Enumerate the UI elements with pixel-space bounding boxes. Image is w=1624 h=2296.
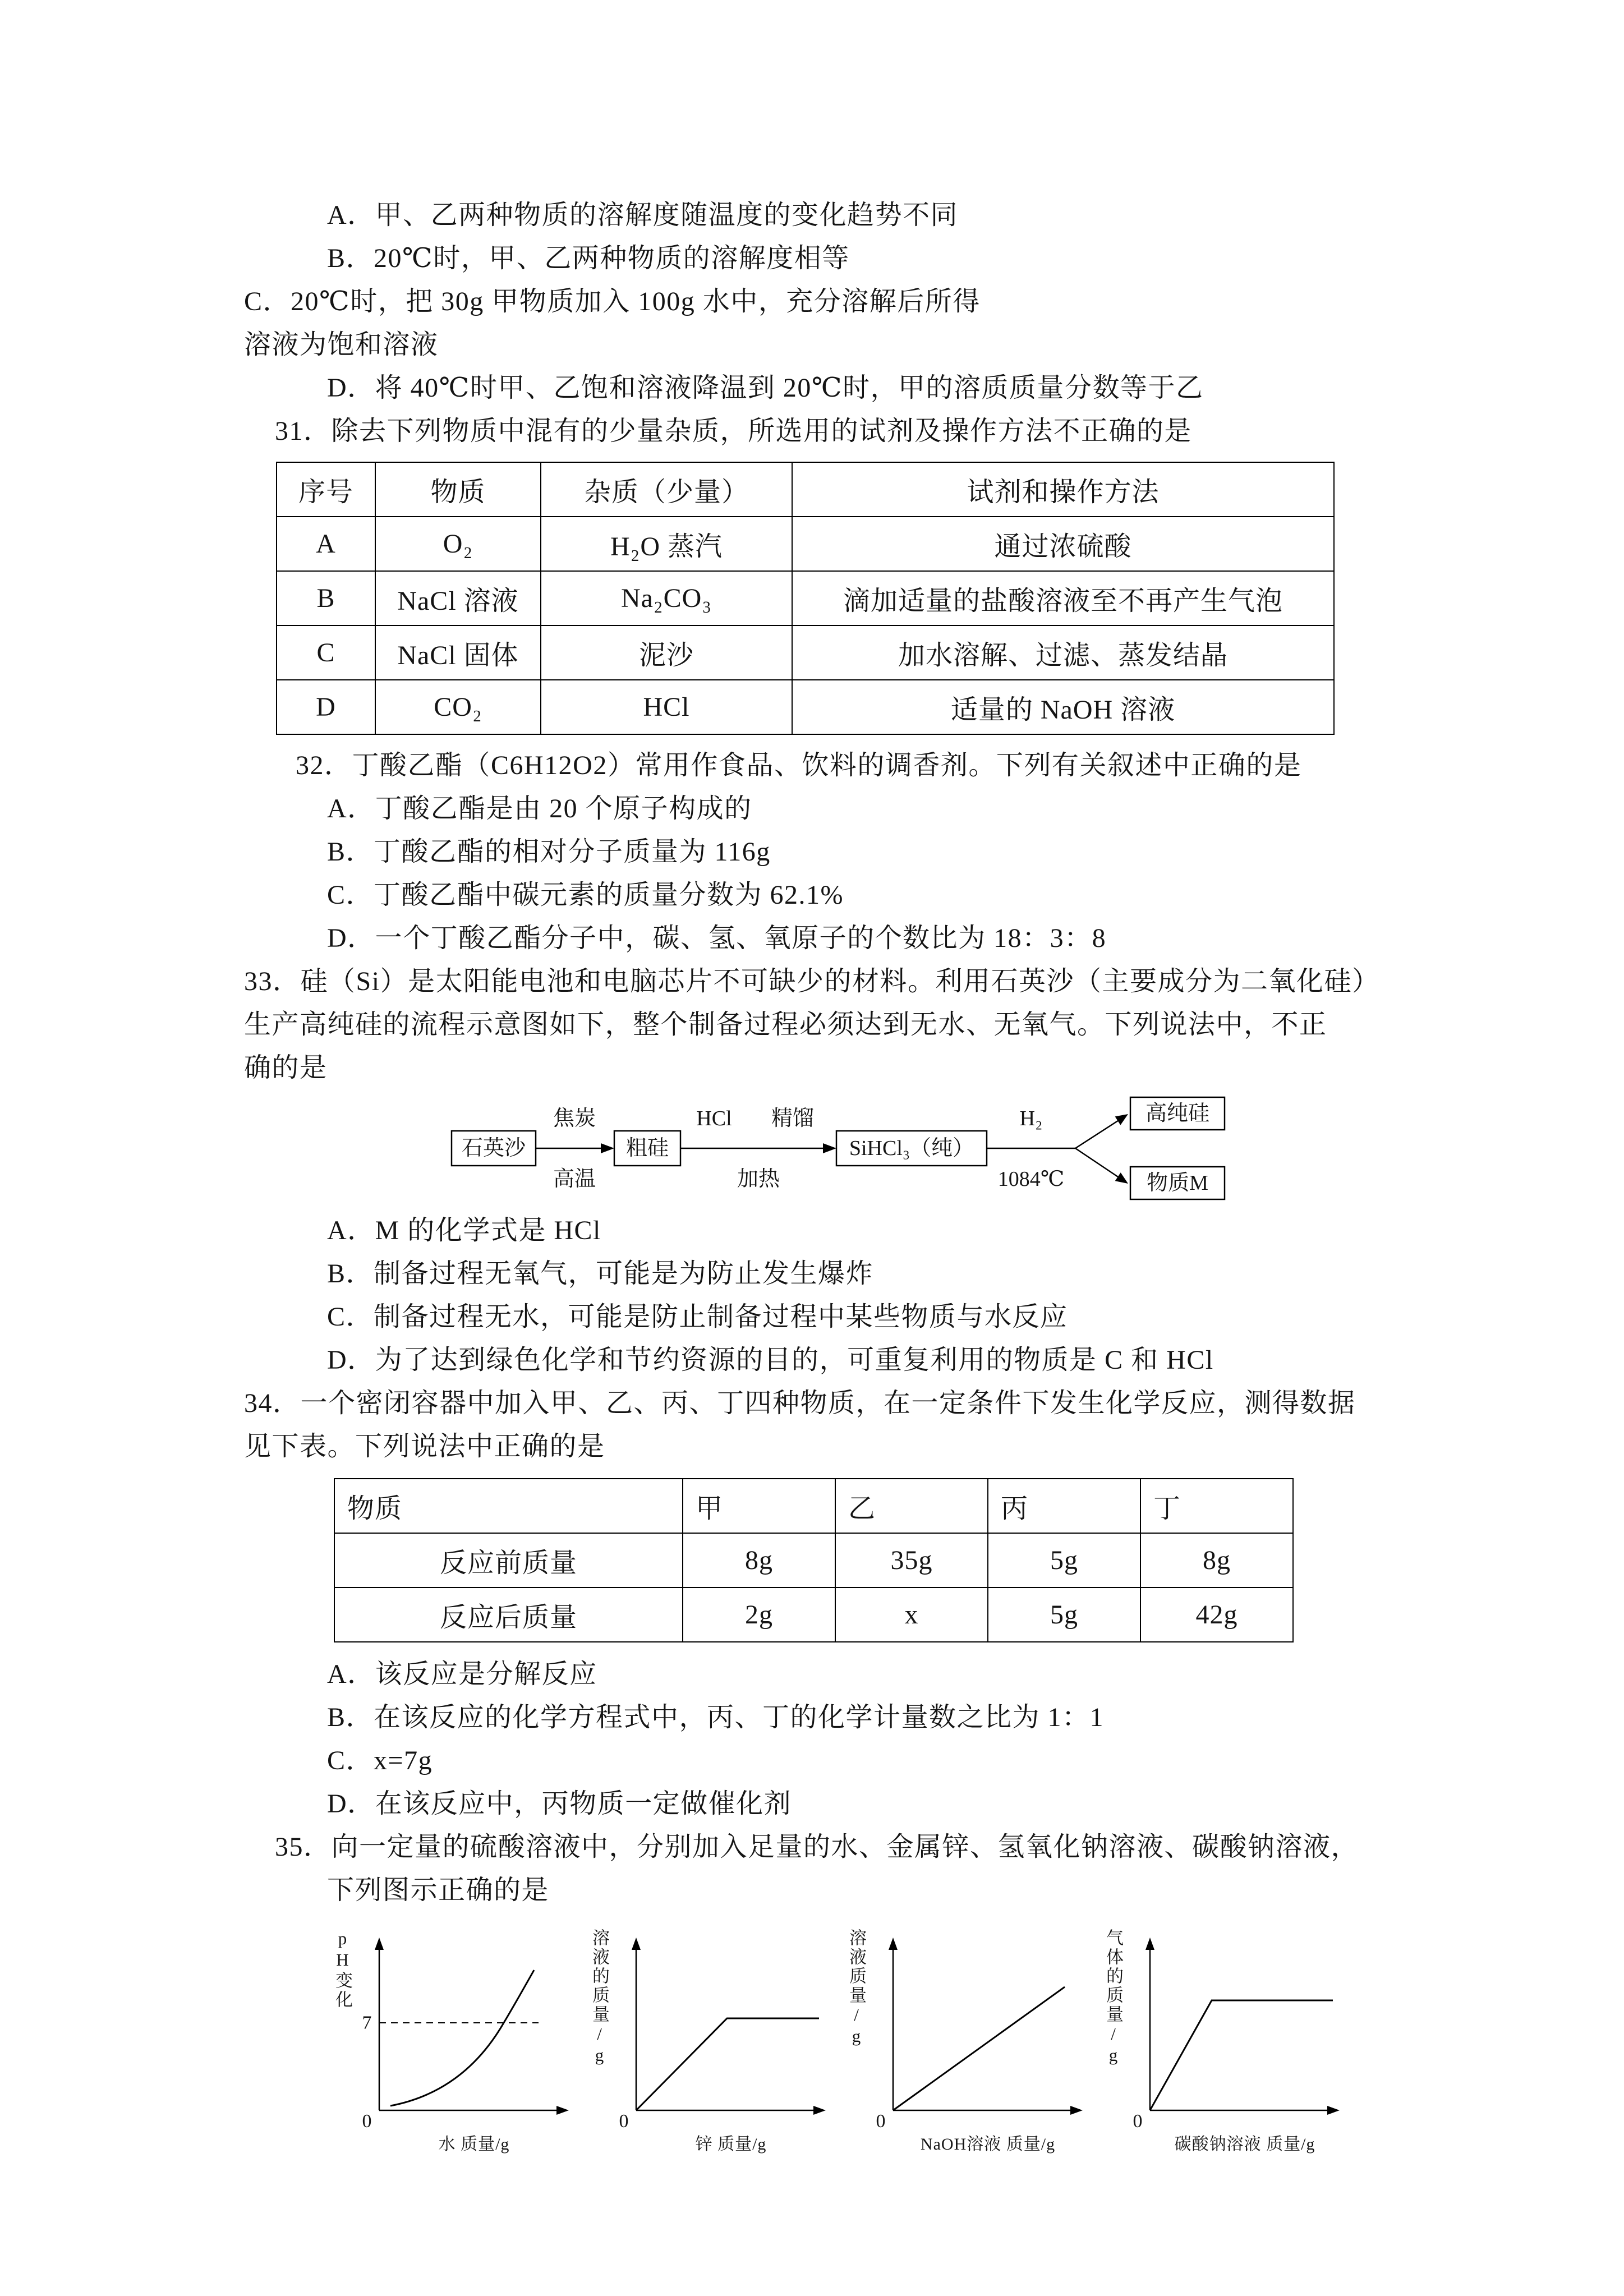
q31-table xyxy=(276,462,1335,735)
q32-option-c: C．丁酸乙酯中碳元素的质量分数为 62.1% xyxy=(327,880,844,910)
flow-arrow-1-head xyxy=(601,1143,614,1153)
q32-option-b: B．丁酸乙酯的相对分子质量为 116g xyxy=(327,837,771,867)
table-cell: Na₂CO₃ xyxy=(541,571,792,625)
x-axis-arrow xyxy=(1327,2106,1340,2115)
x-axis-arrow xyxy=(556,2106,569,2115)
table-row xyxy=(334,1588,1293,1642)
q32-option-a: A．丁酸乙酯是由 20 个原子构成的 xyxy=(327,794,752,823)
q34-option-c: C．x=7g xyxy=(327,1746,433,1775)
table-cell: 乙 xyxy=(835,1479,988,1533)
flow-box-pure-label: 高纯硅 xyxy=(1145,1102,1210,1125)
q34-table xyxy=(334,1478,1294,1642)
q32-option-d: D．一个丁酸乙酯分子中，碳、氢、氧原子的个数比为 18：3：8 xyxy=(327,923,1107,953)
q33-flow-diagram xyxy=(450,1094,1269,1209)
flow-arrow-1-bottom-label: 高温 xyxy=(553,1167,596,1191)
q31-stem: 31．除去下列物质中混有的少量杂质，所选用的试剂及操作方法不正确的是 xyxy=(275,416,1193,446)
flow-fork-top-head xyxy=(1115,1114,1128,1125)
table-cell: 5g xyxy=(988,1533,1140,1588)
flow-box-quartz-label: 石英沙 xyxy=(461,1137,526,1160)
table-cell: H₂O 蒸汽 xyxy=(541,517,792,571)
table-cell: NaCl 溶液 xyxy=(375,571,541,625)
x-axis-label: NaOH溶液 质量/g xyxy=(920,2135,1056,2154)
y-axis-arrow xyxy=(375,1938,384,1950)
y-tick-7: 7 xyxy=(362,2012,372,2033)
origin-label: 0 xyxy=(619,2111,629,2132)
table-cell: 通过浓硫酸 xyxy=(792,517,1334,571)
table-cell: HCl xyxy=(541,680,792,734)
graph3-y-axis-label: 溶液质量/g xyxy=(846,1929,866,2047)
flow-arrow-2-top-label-hcl: HCl xyxy=(696,1107,732,1130)
q35-graphs xyxy=(331,1924,1400,2169)
table-cell: 泥沙 xyxy=(541,625,792,680)
graph2-y-axis-label: 溶液的质量/g xyxy=(590,1929,609,2067)
q30-option-d: D．将 40℃时甲、乙饱和溶液降温到 20℃时，甲的溶质质量分数等于乙 xyxy=(327,373,1204,403)
q33-option-a: A．M 的化学式是 HCl xyxy=(327,1216,601,1245)
flow-arrow-3-bottom-label: 1084℃ xyxy=(997,1167,1065,1191)
flow-box-crude-label: 粗硅 xyxy=(625,1137,669,1160)
table-cell: 序号 xyxy=(277,462,375,517)
table-cell: 加水溶解、过滤、蒸发结晶 xyxy=(792,625,1334,680)
table-cell: D xyxy=(277,680,375,734)
q33-option-b: B．制备过程无氧气，可能是为防止发生爆炸 xyxy=(327,1259,874,1289)
table-cell: 5g xyxy=(988,1588,1140,1642)
y-axis-arrow xyxy=(889,1938,898,1950)
x-axis-arrow xyxy=(813,2106,826,2115)
table-cell: A xyxy=(277,517,375,571)
x-axis-label: 锌 质量/g xyxy=(695,2135,767,2154)
q30-option-a: A．甲、乙两种物质的溶解度随温度的变化趋势不同 xyxy=(327,200,959,230)
q34-stem-line1: 34．一个密闭容器中加入甲、乙、丙、丁四种物质，在一定条件下发生化学反应，测得数据 xyxy=(244,1388,1356,1418)
flow-arrow-3-top-label: H₂ xyxy=(1019,1107,1043,1130)
table-row xyxy=(277,680,1334,734)
q35-graph-ph-water xyxy=(331,1924,576,2169)
table-cell: 物质 xyxy=(375,462,541,517)
y-axis-arrow xyxy=(1145,1938,1154,1950)
graph1-plot xyxy=(353,1924,576,2169)
q33-stem-line2: 生产高纯硅的流程示意图如下，整个制备过程必须达到无水、无氧气。下列说法中，不正 xyxy=(244,1010,1327,1039)
table-cell: 丙 xyxy=(988,1479,1140,1533)
graph3-plot xyxy=(867,1924,1089,2169)
origin-label: 0 xyxy=(362,2111,372,2132)
graph1-y-axis-label: pH变化 xyxy=(333,1929,352,2009)
q30-option-c-line1: C．20℃时，把 30g 甲物质加入 100g 水中，充分溶解后所得 xyxy=(244,287,981,316)
graph2-plot xyxy=(610,1924,832,2169)
table-cell: CO₂ xyxy=(375,680,541,734)
q33-stem-line1: 33．硅（Si）是太阳能电池和电脑芯片不可缺少的材料。利用石英沙（主要成分为二氧化硅） xyxy=(244,967,1380,996)
flow-box-m-label: 物质M xyxy=(1147,1171,1208,1195)
table-cell: 8g xyxy=(683,1533,835,1588)
q33-stem-line3: 确的是 xyxy=(244,1053,328,1083)
x-axis-arrow xyxy=(1070,2106,1083,2115)
table-row xyxy=(334,1479,1293,1533)
x-axis-label: 水 质量/g xyxy=(438,2135,510,2154)
origin-label: 0 xyxy=(1133,2111,1143,2132)
curve xyxy=(636,2018,819,2110)
q33-option-d: D．为了达到绿色化学和节约资源的目的，可重复利用的物质是 C 和 HCl xyxy=(327,1345,1214,1375)
table-cell: 丁 xyxy=(1140,1479,1293,1533)
table-cell: C xyxy=(277,625,375,680)
q32-stem: 32．丁酸乙酯（C6H12O2）常用作食品、饮料的调香剂。下列有关叙述中正确的是 xyxy=(296,751,1302,780)
table-row xyxy=(277,625,1334,680)
table-cell: 反应前质量 xyxy=(334,1533,683,1588)
flow-arrow-2-head xyxy=(823,1143,836,1153)
q35-graph-solution-naoh xyxy=(845,1924,1089,2169)
q34-option-b: B．在该反应的化学方程式中，丙、丁的化学计量数之比为 1：1 xyxy=(327,1703,1105,1732)
curve xyxy=(390,1970,534,2106)
table-row xyxy=(334,1533,1293,1588)
flow-diagram-svg xyxy=(450,1094,1269,1209)
table-cell: 试剂和操作方法 xyxy=(792,462,1334,517)
table-row xyxy=(277,517,1334,571)
table-cell: 滴加适量的盐酸溶液至不再产生气泡 xyxy=(792,571,1334,625)
flow-fork-line-top xyxy=(1075,1119,1121,1148)
q34-option-d: D．在该反应中，丙物质一定做催化剂 xyxy=(327,1789,792,1819)
table-cell: B xyxy=(277,571,375,625)
q35-graph-solution-zinc xyxy=(588,1924,832,2169)
table-cell: 适量的 NaOH 溶液 xyxy=(792,680,1334,734)
flow-fork-bottom-head xyxy=(1115,1172,1128,1184)
q35-stem-line1: 35．向一定量的硫酸溶液中，分别加入足量的水、金属锌、氢氧化钠溶液、碳酸钠溶液， xyxy=(275,1832,1359,1862)
q30-option-b: B．20℃时，甲、乙两种物质的溶解度相等 xyxy=(327,243,850,273)
curve xyxy=(893,1987,1065,2110)
table-cell: 2g xyxy=(683,1588,835,1642)
flow-arrow-2-bottom-label: 加热 xyxy=(737,1167,780,1191)
table-cell: NaCl 固体 xyxy=(375,625,541,680)
page-content xyxy=(244,194,1400,2169)
table-cell: 物质 xyxy=(334,1479,683,1533)
origin-label: 0 xyxy=(876,2111,886,2132)
flow-fork-line-bottom xyxy=(1075,1148,1121,1179)
table-cell: 42g xyxy=(1140,1588,1293,1642)
table-cell: 反应后质量 xyxy=(334,1588,683,1642)
table-cell: 杂质（少量） xyxy=(541,462,792,517)
y-axis-arrow xyxy=(632,1938,641,1950)
flow-box-sihcl3-label: SiHCl₃（纯） xyxy=(849,1137,974,1160)
table-cell: 35g xyxy=(835,1533,988,1588)
q34-stem-line2: 见下表。下列说法中正确的是 xyxy=(244,1432,605,1461)
table-cell: 8g xyxy=(1140,1533,1293,1588)
table-cell: 甲 xyxy=(683,1479,835,1533)
q35-graph-gas-na2co3 xyxy=(1102,1924,1346,2169)
table-row xyxy=(277,462,1334,517)
q30-option-c-line2: 溶液为饱和溶液 xyxy=(244,330,439,360)
table-row xyxy=(277,571,1334,625)
table-cell: x xyxy=(835,1588,988,1642)
q35-stem-line2: 下列图示正确的是 xyxy=(327,1875,550,1905)
table-cell: O₂ xyxy=(375,517,541,571)
q34-option-a: A．该反应是分解反应 xyxy=(327,1659,597,1689)
graph4-y-axis-label: 气体的质量/g xyxy=(1103,1929,1123,2067)
x-axis-label: 碳酸钠溶液 质量/g xyxy=(1174,2135,1315,2154)
flow-arrow-1-top-label: 焦炭 xyxy=(553,1107,596,1130)
graph4-plot xyxy=(1124,1924,1346,2169)
flow-arrow-2-top-label-distill: 精馏 xyxy=(771,1107,815,1130)
q33-option-c: C．制备过程无水，可能是防止制备过程中某些物质与水反应 xyxy=(327,1302,1068,1332)
curve xyxy=(1150,2000,1333,2110)
